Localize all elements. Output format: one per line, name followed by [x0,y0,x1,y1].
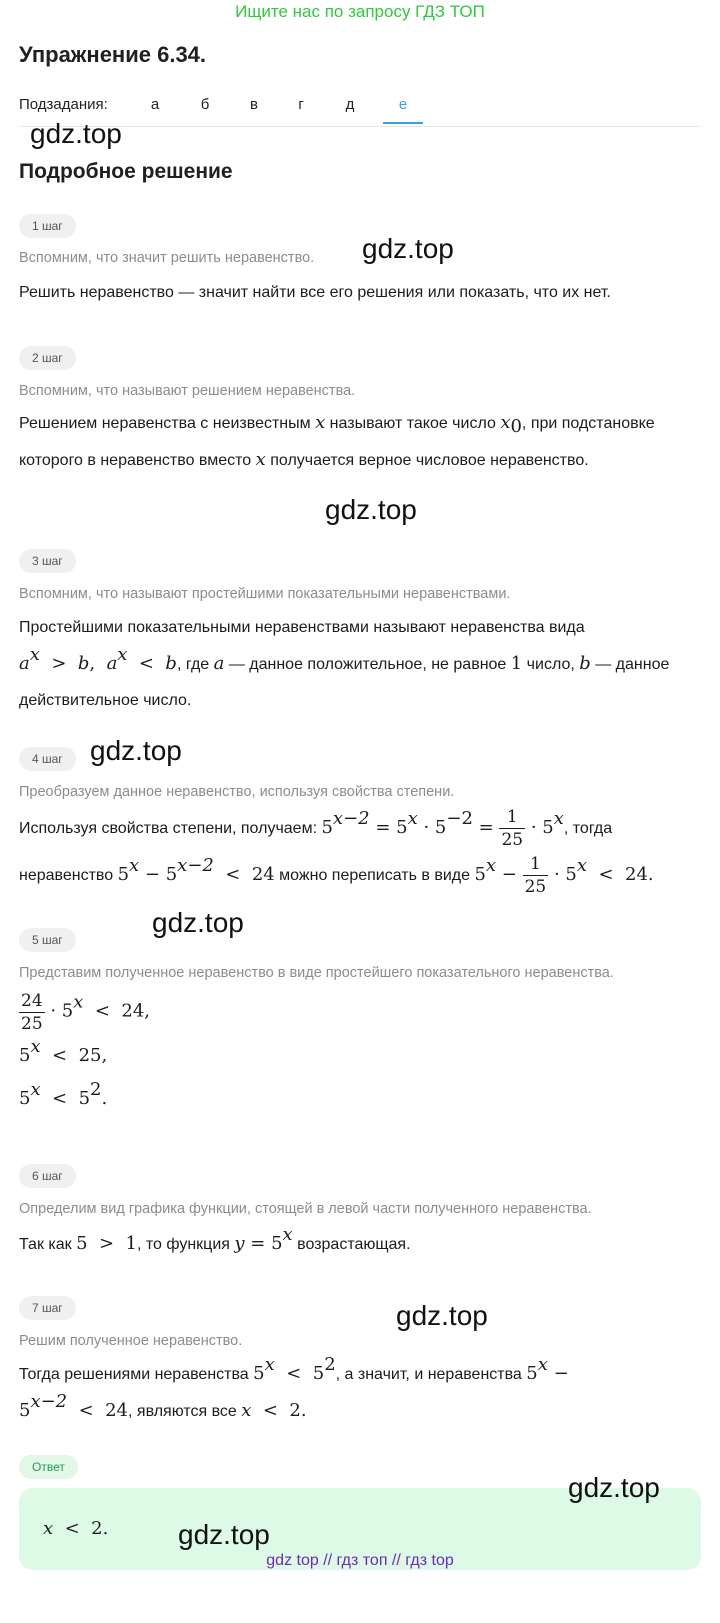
subtask-tab-d[interactable]: д [345,96,355,113]
promo-banner[interactable]: Ищите нас по запросу ГДЗ ТОП [235,2,485,21]
subtask-tab-b[interactable]: б [200,96,210,113]
subtask-tab-a[interactable]: а [150,96,160,113]
step-6-badge: 6 шаг [19,1164,76,1188]
active-tab-underline [383,122,423,124]
step-1-text: Решить неравенство — значит найти все его решения или показать, что их нет. [19,284,611,301]
step-4-text: Используя свойства степени, получаем: $5^{x-2} = 5^x \cdot 5^{-2}$ = $\frac{1}{25}$ · $5^x$, тогда неравенство $5^x - 5^{x-2} < 24$ можно переписать в виде $5^x$ − $\frac{1}{25}$ · $5^x < 24$. [19,807,654,898]
step-4-badge: 4 шаг [19,747,76,771]
step-1-badge: 1 шаг [19,214,76,238]
step-3-text: Простейшими показательными неравенствами называют неравенства вида $a^x > b$, $a^x < b$, где a — данное положительное, не равное 1 число, b — данное действительное число. [19,619,670,709]
watermark: gdz.top [90,735,182,766]
subtask-tab-g[interactable]: г [298,96,304,113]
watermark: gdz.top [152,907,244,938]
step-1-hint: Вспомним, что значит решить неравенство. [19,250,315,266]
step-6-hint: Определим вид графика функции, стоящей в левой части полученного неравенства. [19,1201,592,1217]
step-3-hint: Вспомним, что называют простейшими показательными неравенствами. [19,586,511,602]
section-title: Подробное решение [19,160,233,183]
step-7-text: Тогда решениями неравенства $5^x < 5^2$, а значит, и неравенства $5^x$ − $5^{x-2} < 24$, являются все x < 2. [19,1354,569,1421]
watermark: gdz.top [568,1472,660,1503]
step-7-hint: Решим полученное неравенство. [19,1333,243,1349]
step-7-badge: 7 шаг [19,1296,76,1320]
step-5-hint: Представим полученное неравенство в виде простейшего показательного неравенства. [19,965,614,981]
answer-badge: Ответ [19,1455,78,1479]
watermark: gdz.top [362,233,454,264]
answer-text: x < 2. [43,1518,109,1539]
watermark: gdz.top [325,494,417,525]
step-2-hint: Вспомним, что называют решением неравенства. [19,383,356,399]
step-2-badge: 2 шаг [19,346,76,370]
subtask-tab-v[interactable]: в [250,96,258,113]
watermark: gdz.top [178,1519,270,1550]
step-5-text: $\frac{24}{25}$ · $5^x < 24$, 5$^x$ < 25, $5^x < 5^2$. [19,991,151,1109]
watermark: gdz.top [30,118,122,149]
step-2-text: Решением неравенства с неизвестным x называют такое число $x_0$, при подстановке которого в неравенство вместо x получается верное числовое неравенство. [19,412,655,470]
step-5-badge: 5 шаг [19,928,76,952]
step-3-badge: 3 шаг [19,549,76,573]
watermark: gdz.top [396,1300,488,1331]
step-4-hint: Преобразуем данное неравенство, используя свойства степени. [19,784,455,800]
subtasks-label: Подзадания: [19,96,108,113]
step-6-text: Так как 5 > 1, то функция $y = 5^x$ возрастающая. [19,1224,411,1254]
page-title: Упражнение 6.34. [19,42,207,67]
footer-links[interactable]: gdz top // гдз топ // гдз top [266,1552,454,1569]
subtask-tab-e[interactable]: е [398,96,408,113]
